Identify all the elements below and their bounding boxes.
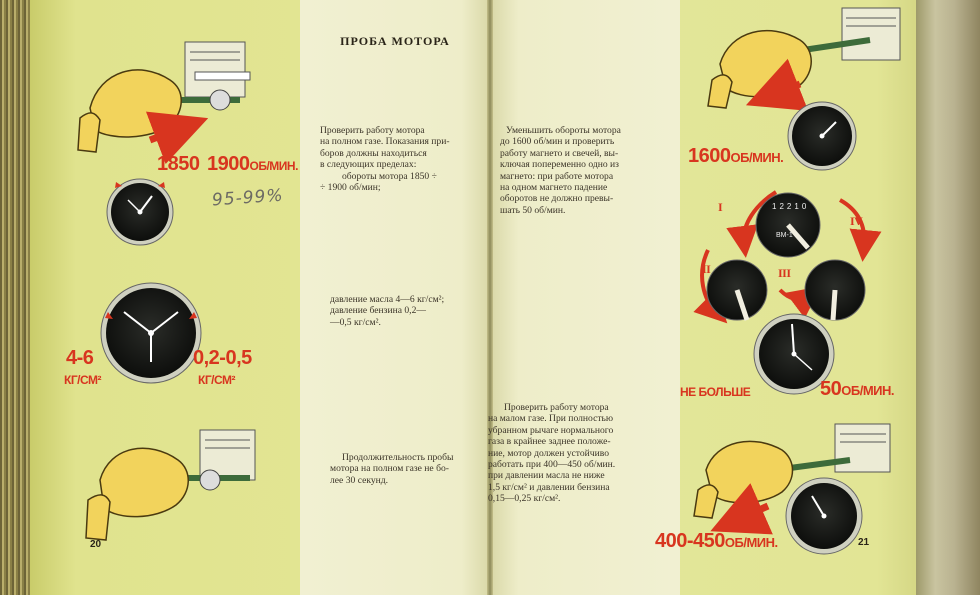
idle-rpm-label xyxy=(655,530,778,553)
throttle-hand-illustration-bottom xyxy=(86,430,255,540)
switch-position-4: IV xyxy=(850,214,863,228)
text-line: в следующих пределах: xyxy=(320,159,417,171)
rpm-1900-label xyxy=(207,153,298,176)
no-more-label: НЕ БОЛЬШЕ xyxy=(680,385,751,399)
oil-pressure-value: 4-6 xyxy=(66,347,94,369)
switch-position-2: II xyxy=(702,262,711,276)
text-line: Проверить работу мотора xyxy=(320,125,425,136)
switch-mark-2: 2 xyxy=(779,202,787,211)
text-line: шать 50 об/мин. xyxy=(500,204,566,216)
switch-mark-3: 2 xyxy=(786,202,795,211)
switch-label: ВМ-1 xyxy=(776,232,793,239)
rpm-1600-label xyxy=(688,145,783,168)
tachometer-gauge-right-top xyxy=(788,102,856,170)
right-text-block-2 xyxy=(488,402,638,505)
left-text-block-2 xyxy=(330,294,470,328)
right-text-block-1 xyxy=(500,125,645,216)
left-text-block-1 xyxy=(320,125,468,193)
drop-50-label xyxy=(820,378,894,401)
text-line: давление бензина 0,2— xyxy=(330,305,426,317)
text-line: работать при 400—450 об/мин. xyxy=(488,459,616,471)
text-line: обороты мотора 1850 ÷ xyxy=(342,170,437,182)
switch-position-1: I xyxy=(718,200,723,214)
text-line: до 1600 об/мин и проверить xyxy=(500,136,615,148)
throttle-hand-illustration-right-top xyxy=(708,8,900,108)
text-line: оборотов не должно превы- xyxy=(500,193,614,205)
text-line: давление масла 4—6 кг/см²; xyxy=(330,294,445,305)
text-line: на одном магнето падение xyxy=(500,182,608,194)
text-line: Уменьшить обороты мотора xyxy=(506,125,621,136)
text-line: на полном газе. Показания при- xyxy=(320,136,450,148)
text-line: —0,5 кг/см². xyxy=(330,316,381,328)
text-line: 0,15—0,25 кг/см². xyxy=(488,493,561,505)
rpm-1600-value: 1600 xyxy=(688,145,731,167)
rpm-unit: ОБ/МИН. xyxy=(249,159,298,173)
text-line: мотора на полном газе не бо- xyxy=(330,463,449,475)
throttle-hand-illustration-top xyxy=(78,42,250,152)
switch-mark-5: 0 xyxy=(801,202,810,211)
text-line: работу магнето и свечей, вы- xyxy=(500,147,619,159)
page-number-left: 20 xyxy=(90,539,102,550)
text-line: магнето: при работе мотора xyxy=(500,170,614,182)
drop-unit: ОБ/МИН. xyxy=(841,383,894,398)
text-line: при давлении масла не ниже xyxy=(488,470,605,482)
text-line: 1,5 кг/см² и давлении бензина xyxy=(488,481,610,493)
drop-50-value: 50 xyxy=(820,378,842,400)
text-line: на малом газе. При полностью xyxy=(488,413,614,425)
page-title: ПРОБА МОТОРА xyxy=(340,34,450,48)
rpm-unit: ОБ/МИН. xyxy=(730,150,784,165)
fuel-pressure-value: 0,2-0,5 xyxy=(193,347,252,369)
magneto-switch-diagram xyxy=(702,192,865,320)
text-line: Продолжительность пробы xyxy=(342,452,454,463)
switch-position-3: III xyxy=(778,266,791,280)
text-line: газа в крайнее заднее положе- xyxy=(488,436,611,448)
text-line: ние, мотор должен устойчиво xyxy=(488,447,610,459)
idle-rpm-unit: ОБ/МИН. xyxy=(724,535,778,550)
tachometer-gauge-left xyxy=(107,179,173,245)
left-text-block-3 xyxy=(330,452,470,486)
text-line: боров должны находиться xyxy=(320,147,427,159)
text-line: ключая попеременно одно из xyxy=(500,159,619,171)
fuel-pressure-unit: КГ/СМ² xyxy=(198,373,235,387)
tachometer-gauge-right-bottom xyxy=(786,478,862,554)
rpm-1900-value: 1900 xyxy=(207,153,250,175)
page-number-right: 21 xyxy=(858,537,870,548)
text-line: убранном рычаге нормального xyxy=(488,424,614,436)
text-line: лее 30 секунд. xyxy=(330,474,389,486)
switch-mark-4: 1 xyxy=(794,202,802,211)
text-line: ÷ 1900 об/мин; xyxy=(320,182,381,194)
handwritten-note: 95-99% xyxy=(211,185,285,211)
rpm-1850-label: 1850 xyxy=(157,153,200,175)
switch-mark-1: 1 xyxy=(772,202,780,211)
idle-rpm-value: 400-450 xyxy=(655,530,725,552)
oil-pressure-unit: КГ/СМ² xyxy=(64,373,101,387)
engine-triple-gauge-left xyxy=(101,283,201,383)
text-line: Проверить работу мотора xyxy=(504,402,609,413)
